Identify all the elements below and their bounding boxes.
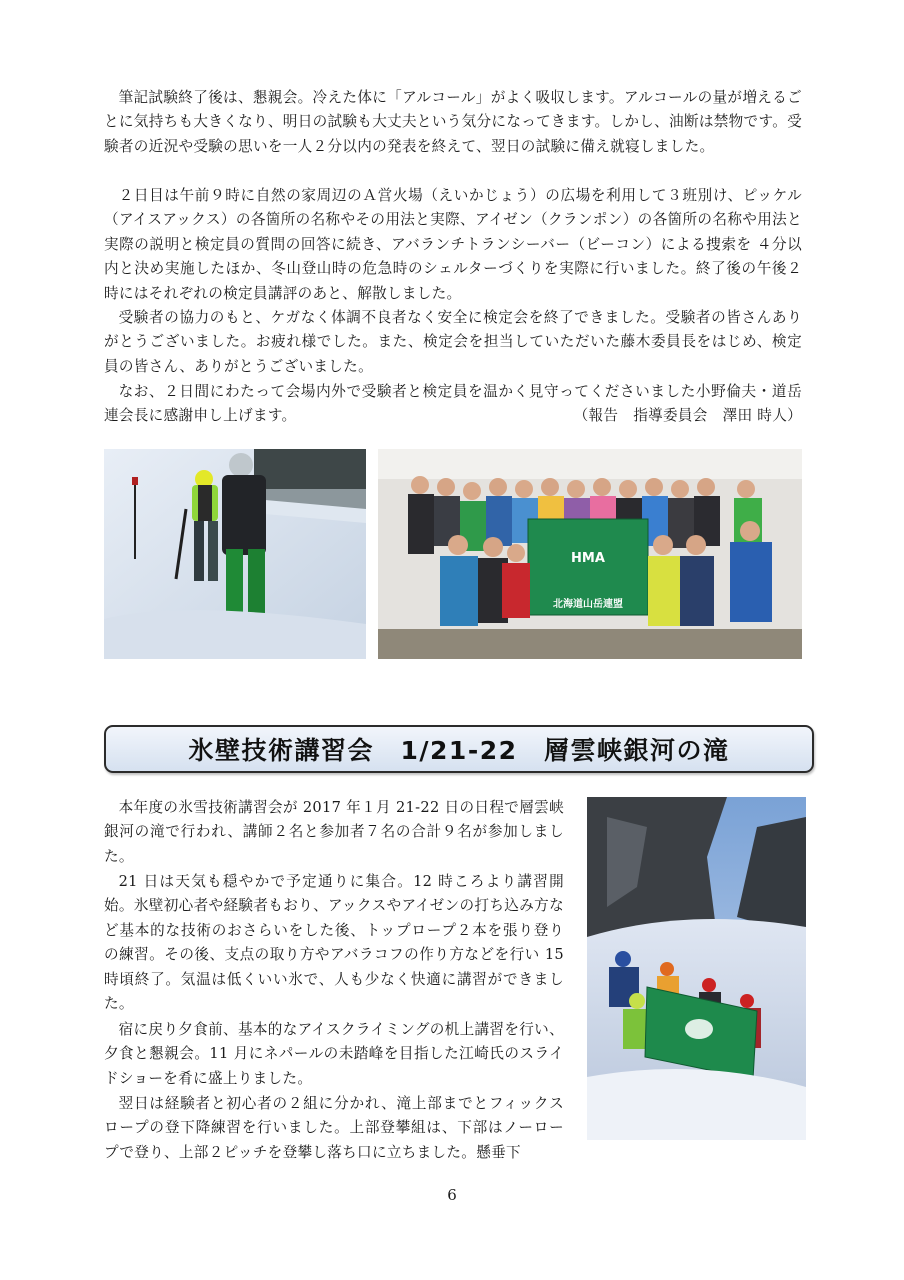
report-paragraph-3: 受験者の協力のもと、ケガなく体調不良者なく安全に検定会を終了できました。受験者の皆さんありがとうございました。お疲れ様でした。また、検定会を担当していただいた藤木委員長をはじめ、検定員の皆さん、ありがとうございました。	[104, 309, 802, 375]
section-paragraph-4: 翌日は経験者と初心者の２組に分かれ、滝上部までとフィックスロープの登下降練習を行いました。上部登攀組は、下部はノーロープで登り、上部２ピッチを登攀し落ち口に立ちました。懸垂下	[104, 1095, 564, 1161]
photo-group-with-flag	[378, 449, 802, 659]
report-paragraph-4	[104, 380, 802, 429]
report-paragraph-4-text: なお、２日間にわたって会場内外で受験者と検定員を温かく見守ってくださいました小野倫夫・道岳連会長に感謝申し上げます。	[104, 383, 802, 425]
report-paragraph-2: ２日目は午前９時に自然の家周辺のＡ営火場（えいかじょう）の広場を利用して３班別け、ピッケル（アイスアックス）の各箇所の名称やその用法と実際、アイゼン（クランポン）の各箇所の名称や用法と実際の説明と検定員の質問の回答に続き、アバランチトランシーバー（ビーコン）による捜索を ４分以内と決め実施したほか、冬山登山時の危急時のシェルターづくりを実際に行いました。終了後の午後２時にはそれぞれの検定員講評のあと、解散しました。	[104, 187, 802, 302]
snow-slope-illustration	[104, 449, 366, 659]
section-paragraph-2: 21 日は天気も穏やかで予定通りに集合。12 時ころより講習開始。氷壁初心者や経験者もおり、アックスやアイゼンの打ち込み方など基本的な技術のおさらいをした後、トップロープ２本を張り登りの練習。その後、支点の取り方やアバラコフの作り方などを行い 15 時頃終了。気温は低くいい氷で、人も少なく快適に講習ができました。	[104, 873, 564, 1013]
report-credit: （報告 指導委員会 澤田 時人）	[573, 407, 802, 425]
photo-snow-climbers	[104, 449, 366, 659]
section-title: 氷壁技術講習会 1/21-22 層雲峡銀河の滝	[188, 736, 730, 765]
group-photo-illustration	[378, 449, 802, 659]
page-number: 6	[447, 1186, 457, 1204]
flag-text: 北海道山岳連盟	[553, 599, 623, 610]
report-paragraph-1: 筆記試験終了後は、懇親会。冷えた体に「アルコール」がよく吸収します。アルコールの量が増えるごとに気持ちも大きくなり、明日の試験も大丈夫という気分になってきます。しかし、油断は禁物です。受験者の近況や受験の思いを一人２分以内の発表を終えて、翌日の試験に備え就寝しました。	[104, 89, 802, 155]
section-paragraph-3: 宿に戻り夕食前、基本的なアイスクライミングの机上講習を行い、夕食と懇親会。11 月にネパールの未踏峰を目指した江崎氏のスライドショーを肴に盛上りました。	[104, 1021, 564, 1087]
photo-ice-wall	[587, 797, 806, 1140]
flag-logo: HMA	[571, 551, 605, 566]
ice-wall-illustration	[587, 797, 806, 1140]
section-paragraph-1: 本年度の氷雪技術講習会が 2017 年１月 21-22 日の日程で層雲峡銀河の滝で行われ、講師２名と参加者７名の合計９名が参加しました。	[104, 799, 564, 865]
section-heading-box	[104, 725, 814, 773]
